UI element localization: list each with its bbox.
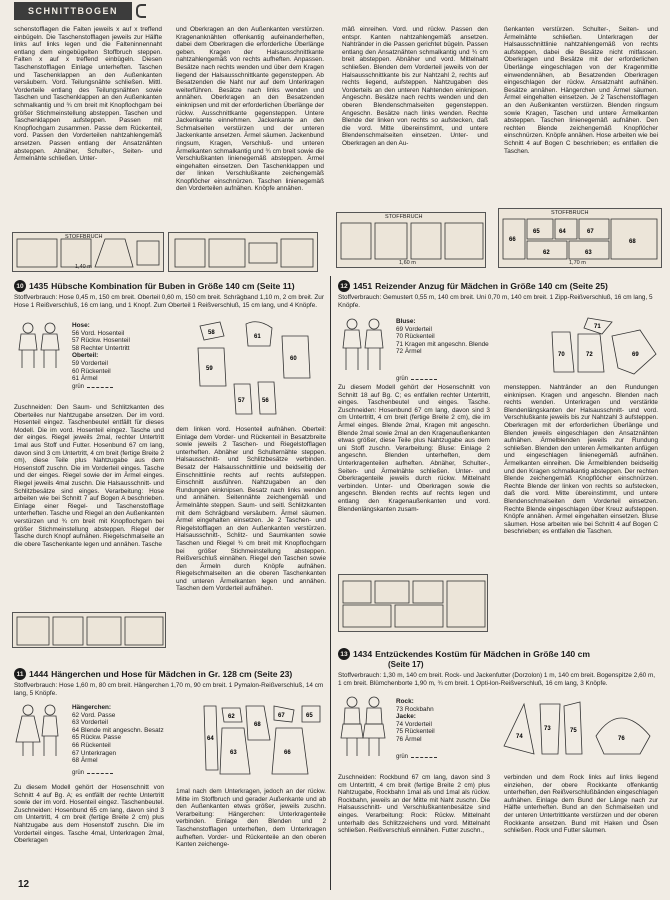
- layout-diagram-left2: [168, 232, 318, 272]
- top-col4-text: ßenkanten verstürzen. Schulter-, Seiten- und Ärmelnähte schließen. Unterkragen der Halsausschnittlinie nahtzahlengemäß von rechts aufsteppen, dabei die Besätze nicht mitfassen. Oberkragen und Besätze mit der erforderlichen Überlänge eingeschlagen von der Kragenmitte einwendennähen, ab Besatzenden Oberkragen eingeschlagen der rückw. Ansatznaht aufnähen. Besätze annähen. Hängerchen und Ärmel säumen. Ärmel eingehalten einsetzen. Je 2 Taschenstofflagen an den Außenkanten verstürzen. Blenden ringsum sowie Kragen, Taschen und untere Ärmelkanten absteppen. Taschen linienegemäß aufnähen. Den rechten Blende zeichengemäß Knopflöcher einschnürzen. Knöpfe annähen. Hose arbeiten wie bei Schnitt 4 auf Bogen C beschrieben; es entfallen die Taschen.: [504, 26, 658, 155]
- svg-text:63: 63: [230, 750, 237, 756]
- section-1451-code: 1451: [353, 281, 373, 291]
- part-item: 63 Vorderteil: [72, 719, 108, 727]
- section-1435-badge: 10: [14, 280, 26, 292]
- section-1435-children-illustration: [14, 320, 64, 370]
- top-col1-text: schenstofflagen die Falten jeweils x auf x treffend einbügeln. Die Taschenstofflagen jeweils zur Hälfte links auf links legen und die Falteninnennaht entlang dem eingebügelten Stoffbruch steppen. Falten x auf x treffend einbügeln. Diesen Taschenstofflagen Einlage unterheften. Taschen und Taschenklappen an den Außenkanten versäubern. Vord. Teilungsnähte schließen. Mittl. Vorderteile entlang des Teilungsnähten sowie Taschen und Taschenklappen an den Außenkanten schmalkantig und ¾ cm breit mit Knopflochgarn bei größer Stichmeinstellung absteppen. Taschen und Taschenklappen aufsteppen. Passen mit Knopflochgarn zusammen. Passe dem Rückenteil, vord. Passen den Vorderteilen nahtzahlengemäß ansetzen. Passen entlang der Ansatznähten absteppen. Abnäher, Schulter-, Seiten- und Ärmelnähte schließen. Unter-: [14, 26, 162, 163]
- svg-text:65: 65: [533, 229, 540, 235]
- svg-text:72: 72: [586, 352, 593, 358]
- part-item: 74 Vorderteil: [396, 720, 432, 728]
- svg-text:66: 66: [284, 750, 291, 756]
- section-1434-heading: [338, 648, 590, 660]
- diagram-left-width: 1,40 m: [75, 264, 92, 270]
- pattern-pieces-1451-svg: [548, 312, 662, 382]
- top-column-1: [14, 26, 162, 164]
- svg-text:66: 66: [509, 237, 516, 243]
- section-1451-text-left-p: Zu diesem Modell gehört der Hosenschnitt von Schnitt 18 auf Bg. C; es entfallen rechter Untertritt, einges. Taschenbeutel und einges. Tasche. Zuschneiden: Hosenbund 67 cm lang, davon sind 3 cm Untertritt, 4 cm breit (fertige Breite 2 cm), die im Ärmel einges. Blende 2mal, Kragen mit angeschn. Blende 2mal sowie 2mal an den Kragenaußenkanten etwas größer, diese Teile plus Nahtzugabe aus dem uni Stoff zuschn. Verarbeitung: Bluse: Einlage 2 angeschn. Blenden unterheften, dem Unterkragenteilen aufheften. Abnäher, Schulter-, Seiten- und Ärmelnähte schließen. Unter- und Oberkragenteile jeweils durch rückw. Mittelnaht verbinden. Unter- und Oberkragen sowie die angeschn. Blenden rechts auf rechts legen und entlang den Kragenaußenkanten und vord. Blendenlängskanten zusam-: [338, 384, 490, 513]
- children-figures-icon: [14, 320, 64, 370]
- section-1434-text-left: [338, 774, 490, 836]
- layout-diagram-mid: [336, 212, 486, 268]
- part-item: 61 Ärmel: [72, 375, 98, 383]
- section-1435-material: Stoffverbrauch: Hose 0,45 m, 150 cm breit. Oberteil 0,60 m, 150 cm breit. Schrägband 1,10 m, 2 cm breit. Zur Hose 1 Reißverschluß, 16 cm lang, und 1 Knopf. Zum Oberteil 1 Reißverschluß, 15 cm lang, und 4 Knöpfe.: [14, 294, 324, 309]
- section-1444-title: Hängerchen und Hose für Mädchen in Gr. 128 cm (Seite 23): [51, 669, 293, 679]
- section-1444-text-right-p: 1mal nach dem Unterkragen, jedoch an der rückw. Mitte im Stoffbruch und gerader Außenkante und ab den Außenkanten etwas größer, jeweils zuschn. Verarbeitung: Hängerchen: Unterkragenteile verbinden. Einlage den Blenden und 2 Taschenstofflagen unterheften, dem Unterkragen aufheften. Vorder- und Rückenteile an den oberen Kanten zeichenge-: [176, 788, 326, 849]
- svg-text:67: 67: [587, 229, 594, 235]
- section-1434-subtitle: (Seite 17): [388, 660, 424, 669]
- part-heading: Bluse:: [396, 318, 416, 325]
- section-1444-text-right: [176, 788, 326, 850]
- top-column-4: [504, 26, 658, 156]
- svg-text:73: 73: [544, 726, 551, 732]
- section-1434-title: Entzückendes Kostüm für Mädchen in Größe 140 cm: [375, 649, 591, 659]
- section-1444-pattern-pieces: [198, 700, 326, 780]
- section-1435-code: 1435: [29, 281, 49, 291]
- section-1435-text-left-p: Zuschneiden: Den Saum- und Schlitzkanten des Oberteiles nur Nahtzugabe ansetzen. Der im vord. Hosenteil eingez. Taschenbeutel entfällt für dieses Modell. Die im vord. Hosenteil eingez. Tasche und der einges. Riegel jeweils 2mal, rechter Untertritt 1mal aus Stoff und Futter. Hosenbund 67 cm lang, davon sind 3 cm Untertritt, 4 cm breit (fertige Breite 2 cm), diese Teile plus Nahtzugabe aus dem Hosenstoff zuschn. Die im Vorderteil einges. Tasche und der einges. Riegel sowie der im Ärmel einges. Riegel jeweils 4mal zuschn. Die Halsausschnitt- und Schlitzbesätze sind einges. Verarbeitung: Hose arbeiten wie bei Schnitt 7 auf Bogen A beschrieben. Einlage einer Riegel- und Taschenstofflage unterheften. Tasche und Riegel an den Außenkanten verstürzen und ¾ cm breit mit Knopflochgarn bei größer Stichmeinstellung absteppen. Riegel der Tasche durch Knopf aufnähen. Riegelschmalseite an die obere Taschenkante legen und annähen. Tasche: [14, 404, 164, 548]
- pattern-pieces-1434-svg: [500, 696, 662, 760]
- part-item: 70 Rückenteil: [396, 333, 435, 341]
- part-item: 75 Rückenteil: [396, 728, 435, 736]
- part-heading: Jacke:: [396, 713, 416, 721]
- section-1451-green-legend: [396, 376, 437, 382]
- top-column-3: [342, 26, 488, 149]
- part-heading: Rock:: [396, 698, 414, 705]
- section-1444-code: 1444: [29, 669, 49, 679]
- svg-text:62: 62: [228, 714, 235, 720]
- header-title: SCHNITTBOGEN: [14, 2, 132, 20]
- section-1444-children-illustration: [14, 702, 64, 758]
- section-1434-text-right-p: verbinden und dem Rock links auf links liegend einziehen, der obere Rockkante offenkantig unterheften, den Reißverschlußbänden eingeschlagen aufnähen. Einlage dem Bund der Länge nach zur Hälfte unterheften. Bund an den Schmalseiten und der unteren Untertrittkante verstürzen und der oberen Rockkante ansetzen. Bund mit Haken und Ösen schließen. Rock und Futter säumen.: [504, 774, 658, 835]
- layout-diagram-1435: [12, 612, 166, 648]
- page-number: 12: [18, 879, 30, 890]
- green-label: grün: [72, 770, 85, 776]
- header-bracket-icon: [136, 4, 146, 18]
- svg-text:75: 75: [570, 728, 577, 734]
- section-1444-text-left: [14, 784, 164, 846]
- section-1435-text-right-p: dem linken vord. Hosenteil aufnähen. Oberteil: Einlage dem Vorder- und Rückenteil in Besatzbreite sowie jeweils 2 Taschen- und Riegelstofflagen unterheften. Abnäher und Schulternähte steppen. Halsausschnitt- und Schlitzbesätze verbinden. Besatz der Halsausschnittlinie und beidseitig der Einschnittlinie rechts auf rechts aufsteppen. Einschnitt ausführen. Nahtzugaben an den Rundungen einknipsen. Besatz nach links wenden und annähen. Seitennähte zeichengemäß und Ärmelnähte steppen. Saum- und seitl. Schlitzkanten mit dem Schrägband versäubern. Ärmel säumen. Ärmel eingehalten einsetzen. Je 2 Taschen- und Riegelstofflagen an den Außenkanten verstürzen. Halsausschnitt-, Schlitz- und Saumkanten sowie Taschen und Riegel ¾ cm breit mit Knopflochgarn bei größer Stichmeinstellung absteppen. Reißverschluß einnähen. Riegel den Taschen sowie den Ärmeln durch Knöpfe aufnähen. Riegelschmalseiten an die oberen Taschenkanten und unteren Ärmelkanten legen und annähen. Taschen dem Vorderteil aufnähen.: [176, 426, 326, 593]
- section-1444-material: Stoffverbrauch: Hose 1,60 m, 80 cm breit. Hängerchen 1,70 m, 90 cm breit. 1 Pymalon-Reißverschluß, 14 cm lang, 5 Knöpfe.: [14, 682, 324, 697]
- part-item: 68 Ärmel: [72, 757, 98, 765]
- section-1451-children-illustration: [338, 316, 388, 372]
- section-1435-text-right: [176, 426, 326, 594]
- pattern-pieces-1444-svg: [198, 700, 326, 780]
- section-1444-parts: [72, 704, 172, 765]
- svg-text:65: 65: [306, 713, 313, 719]
- top-column-2: [176, 26, 324, 194]
- section-1451-text-left: [338, 384, 490, 514]
- part-item: 71 Kragen mit angeschn. Blende: [396, 340, 489, 348]
- svg-text:70: 70: [558, 352, 565, 358]
- svg-text:57: 57: [238, 398, 245, 404]
- diagram-right-width: 1,70 m: [569, 260, 586, 266]
- svg-text:59: 59: [206, 366, 213, 372]
- svg-text:74: 74: [516, 734, 523, 740]
- section-1434-text-right: [504, 774, 658, 836]
- part-heading: Hängerchen:: [72, 704, 112, 711]
- top-col2-text: und Oberkragen an den Außenkanten verstürzen. Kragenanknähten offenkantig aufeinanderheften, dabei dem Oberkragen die erforderliche Überlänge geben. Kragen der Halsausschnittkante nahtzahlengemäß von rechts aufheften. Anpassen. Besätze nach rechts wenden und über dem Kragen liegend der Halsausschnittkante gegensteppen. Ab Besatzenden die Naht nur auf dem Unterkragen weiterführen. Besätze nach links wenden und annähen. Oberkragen an den Besatzenden einknipsen und mit der erforderlichen Überlänge der rückw. Ausschnittkante gegensteppen. Untere Jackenkante einnehmen. Jackenkante an den Schmalseiten verstürzen und der unteren Jackenkante ansetzen. Ärmel säumen. Jackenbund ringsum, Kragen, Verschluß- und unteren Ärmelkanten schmalkantig und ¾ cm breit sowie die Verschlußkanten linienegemäß absteppen. Ärmel eingehalten einsetzen. Den Taschenklappen und der linken Verschlußkante zeichengemäß Knopflöcher einschnürzen. Taschen linienegemäß den Vorderteilen aufnähen. Knöpfe annähen.: [176, 26, 324, 193]
- svg-text:58: 58: [208, 330, 215, 336]
- part-item: 72 Ärmel: [396, 348, 422, 356]
- section-1451-parts: [396, 318, 496, 356]
- svg-text:61: 61: [254, 334, 261, 340]
- part-heading: Oberteil:: [72, 352, 99, 360]
- part-item: 59 Vorderteil: [72, 359, 108, 367]
- section-1451-text-right: [504, 384, 658, 537]
- column-divider: [330, 276, 331, 890]
- green-label: grün: [72, 384, 85, 390]
- page-header: [0, 0, 670, 22]
- svg-text:62: 62: [543, 250, 550, 256]
- part-item: 67 Unterkragen: [72, 749, 117, 757]
- section-1434-pattern-pieces: [500, 696, 662, 760]
- svg-text:67: 67: [278, 713, 285, 719]
- part-item: 76 Ärmel: [396, 735, 422, 743]
- svg-text:76: 76: [618, 736, 625, 742]
- part-item: 56 Vord. Hosenteil: [72, 329, 125, 337]
- section-1435-parts: [72, 322, 162, 383]
- section-1444-green-legend: [72, 770, 113, 776]
- part-heading: Hose:: [72, 322, 90, 329]
- svg-text:63: 63: [585, 250, 592, 256]
- diagram-left-label: STOFFBRUCH: [65, 234, 103, 240]
- section-1435-title: Hübsche Kombination für Buben in Größe 140 cm (Seite 11): [51, 281, 295, 291]
- part-item: 69 Vorderteil: [396, 325, 432, 333]
- layout-diagram-right: [498, 208, 662, 268]
- green-label: grün: [396, 754, 409, 760]
- section-1434-children-illustration: [338, 694, 388, 758]
- section-1444-badge: 11: [14, 668, 26, 680]
- section-1451-badge: 12: [338, 280, 350, 292]
- part-item: 65 Rückw. Passe: [72, 734, 122, 742]
- layout-diagram-1451-svg: [339, 575, 489, 633]
- layout-diagram-1435-svg: [13, 613, 167, 649]
- svg-text:56: 56: [262, 398, 269, 404]
- section-1435-text-left: [14, 404, 164, 549]
- svg-text:68: 68: [629, 239, 636, 245]
- section-1434-material: Stoffverbrauch: 1,30 m, 140 cm breit. Rock- und Jackenfutter (Dorzolon) 1 m, 140 cm breit. Bogenspitze 2,60 m, 1 cm breit. Blümchenborte 1,90 m, ¾ cm breit. 1 Opti-lon-Reißverschluß, 16 cm lang, 3 Knöpfe.: [338, 672, 656, 687]
- part-item: 64 Blende mit angeschn. Besatz: [72, 726, 164, 734]
- layout-diagram-left2-svg: [169, 233, 319, 273]
- section-1451-pattern-pieces: [548, 312, 662, 382]
- svg-text:69: 69: [632, 352, 639, 358]
- part-item: 57 Rückw. Hosenteil: [72, 337, 130, 345]
- diagram-mid-label: STOFFBRUCH: [385, 214, 423, 220]
- section-1434-green-legend: [396, 754, 437, 760]
- section-1444-heading: [14, 668, 292, 680]
- top-col3-text: mäß einreihen. Vord. und rückw. Passen den entspr. Kanten nahtzahlengemäß ansetzen. Nahtränder in die Passen gerichtet bügeln. Passen entlang den Ansatznähten schmalkantig und ¾ cm breit absteppen. Abnäher und vord. Mittelnaht schließen. Blenden dem Vorderteil jeweils von der Halsausschnittkante bis zur Nahtzahl 2, rechts auf rechts liegend, aufsteppen. Nahtzugaben des Vorderteils an den unteren Nahtenden einknipsen. Angeschn. Besätze nach rechts wenden und den oberen Blendenschmalseiten gegensteppen. Angeschn. Besätze nach links wenden. Rechte Blende der linken von rechts so aufstecken, daß die vord. Mitte übereinstimmt, und untere Blendenschmalseiten einsetzen. Unter- und Oberkragen an den Au-: [342, 26, 488, 147]
- part-item: 66 Rückenteil: [72, 741, 111, 749]
- section-1444-text-left-p: Zu diesem Modell gehört der Hosenschnitt von Schnitt 4 auf Bg. A; es entfällt der rechte Untertritt sowie der im vord. Hosenteil eingez. Taschenbeutel. Zuschneiden: Hosenbund 65 cm lang, davon sind 3 cm Untertritt, 4 cm breit (fertige Breite 2 cm) plus Nahtzugabe aus dem Hosenstoff zuschn. Die im Vorderteil einges. Tasche 4mal, Unterkragen 2mal, Oberkragen: [14, 784, 164, 845]
- svg-text:68: 68: [254, 722, 261, 728]
- section-1434-badge: 13: [338, 648, 350, 660]
- section-1434-text-left-p: Zuschneiden: Rockbund 67 cm lang, davon sind 3 cm Untertritt, 4 cm breit (fertige Breite 2 cm) plus Nahtzugabe, Rockbahn 1mal als und 1mal als rückw. Rockbahn, jeweils an der Mitte mit Naht zuschn. Die Halsausschnitt- und Verschlußkantenbesätze sind einges. Verarbeitung: Rock: Rückw. Mittelnaht unterhalb des Schlitzzeichens und vord. Mittelnaht schließen. Reißverschluß einnähen. Futter zuschn.,: [338, 774, 490, 835]
- section-1451-material: Stoffverbrauch: Gemustert 0,55 m, 140 cm breit. Uni 0,70 m, 140 cm breit. 1 Zipp-Reißverschluß, 16 cm lang, 5 Knöpfe.: [338, 294, 653, 309]
- part-item: 73 Rockbahn: [396, 705, 434, 713]
- children-figures-icon: [338, 694, 388, 758]
- children-figures-icon: [338, 316, 388, 372]
- pattern-pieces-1435-svg: [190, 316, 326, 420]
- section-1435-green-legend: [72, 384, 113, 390]
- part-item: 58 Rechter Untertritt: [72, 344, 130, 352]
- section-1451-text-right-p: mensteppen. Nahtränder an den Rundungen einknipsen. Kragen und angeschn. Blenden nach rechts wenden. Unterkragen und verstärkte Blendenlängskanten der Halsausschnitt- und vord. Verschlußkante jeweils bis zur Nahtzahl 3 aufsteppen. Oberkragen mit der erforderlichen Überlänge und Blenden jeweils eingeschlagen den Ansatznähten aufnähen. Ärmelblenden jeweils zur Rundung schließen. Blenden den unteren Ärmelkanten anfügen und eingeschlagen linienegemäß aufnähen. Ärmelkanten einreihen. Die Ärmelblenden beidseitig und den Kragen schmalkantig absteppen. Der rechten Blende zeichengemäß Knopflöcher einschnürzen. Rechte Blende der linken von rechts so aufstecken, daß die vord. Mitte übereinstimmt, und untere Blendenschmalseiten dem Vorderteil einsetzen. Rechte Blende eingeschlagen über Kreuz aufsteppen. Knöpfe annähen. Ärmel eingehalten einsetzen. Bluse säumen. Hose arbeiten wie bei Schnitt 4 auf Bogen C beschrieben; es entfallen die Taschen.: [504, 384, 658, 536]
- part-item: 60 Rückenteil: [72, 367, 111, 375]
- diagram-mid-width: 1,60 m: [399, 260, 416, 266]
- svg-text:64: 64: [207, 736, 214, 742]
- svg-text:64: 64: [559, 229, 566, 235]
- section-1435-pattern-pieces: [190, 316, 326, 420]
- green-label: grün: [396, 376, 409, 382]
- diagram-right-label: STOFFBRUCH: [551, 210, 589, 216]
- section-1434-code: 1434: [353, 649, 373, 659]
- svg-text:60: 60: [290, 356, 297, 362]
- svg-text:71: 71: [594, 324, 601, 330]
- children-figures-icon: [14, 702, 64, 758]
- section-1435-heading: [14, 280, 295, 292]
- part-item: 62 Vord. Passe: [72, 711, 116, 719]
- layout-diagram-left: [12, 232, 164, 272]
- section-1451-heading: [338, 280, 608, 292]
- section-1451-title: Reizender Anzug für Mädchen in Größe 140 cm (Seite 25): [375, 281, 608, 291]
- section-1434-parts: [396, 698, 486, 744]
- layout-diagram-1451: [338, 574, 488, 632]
